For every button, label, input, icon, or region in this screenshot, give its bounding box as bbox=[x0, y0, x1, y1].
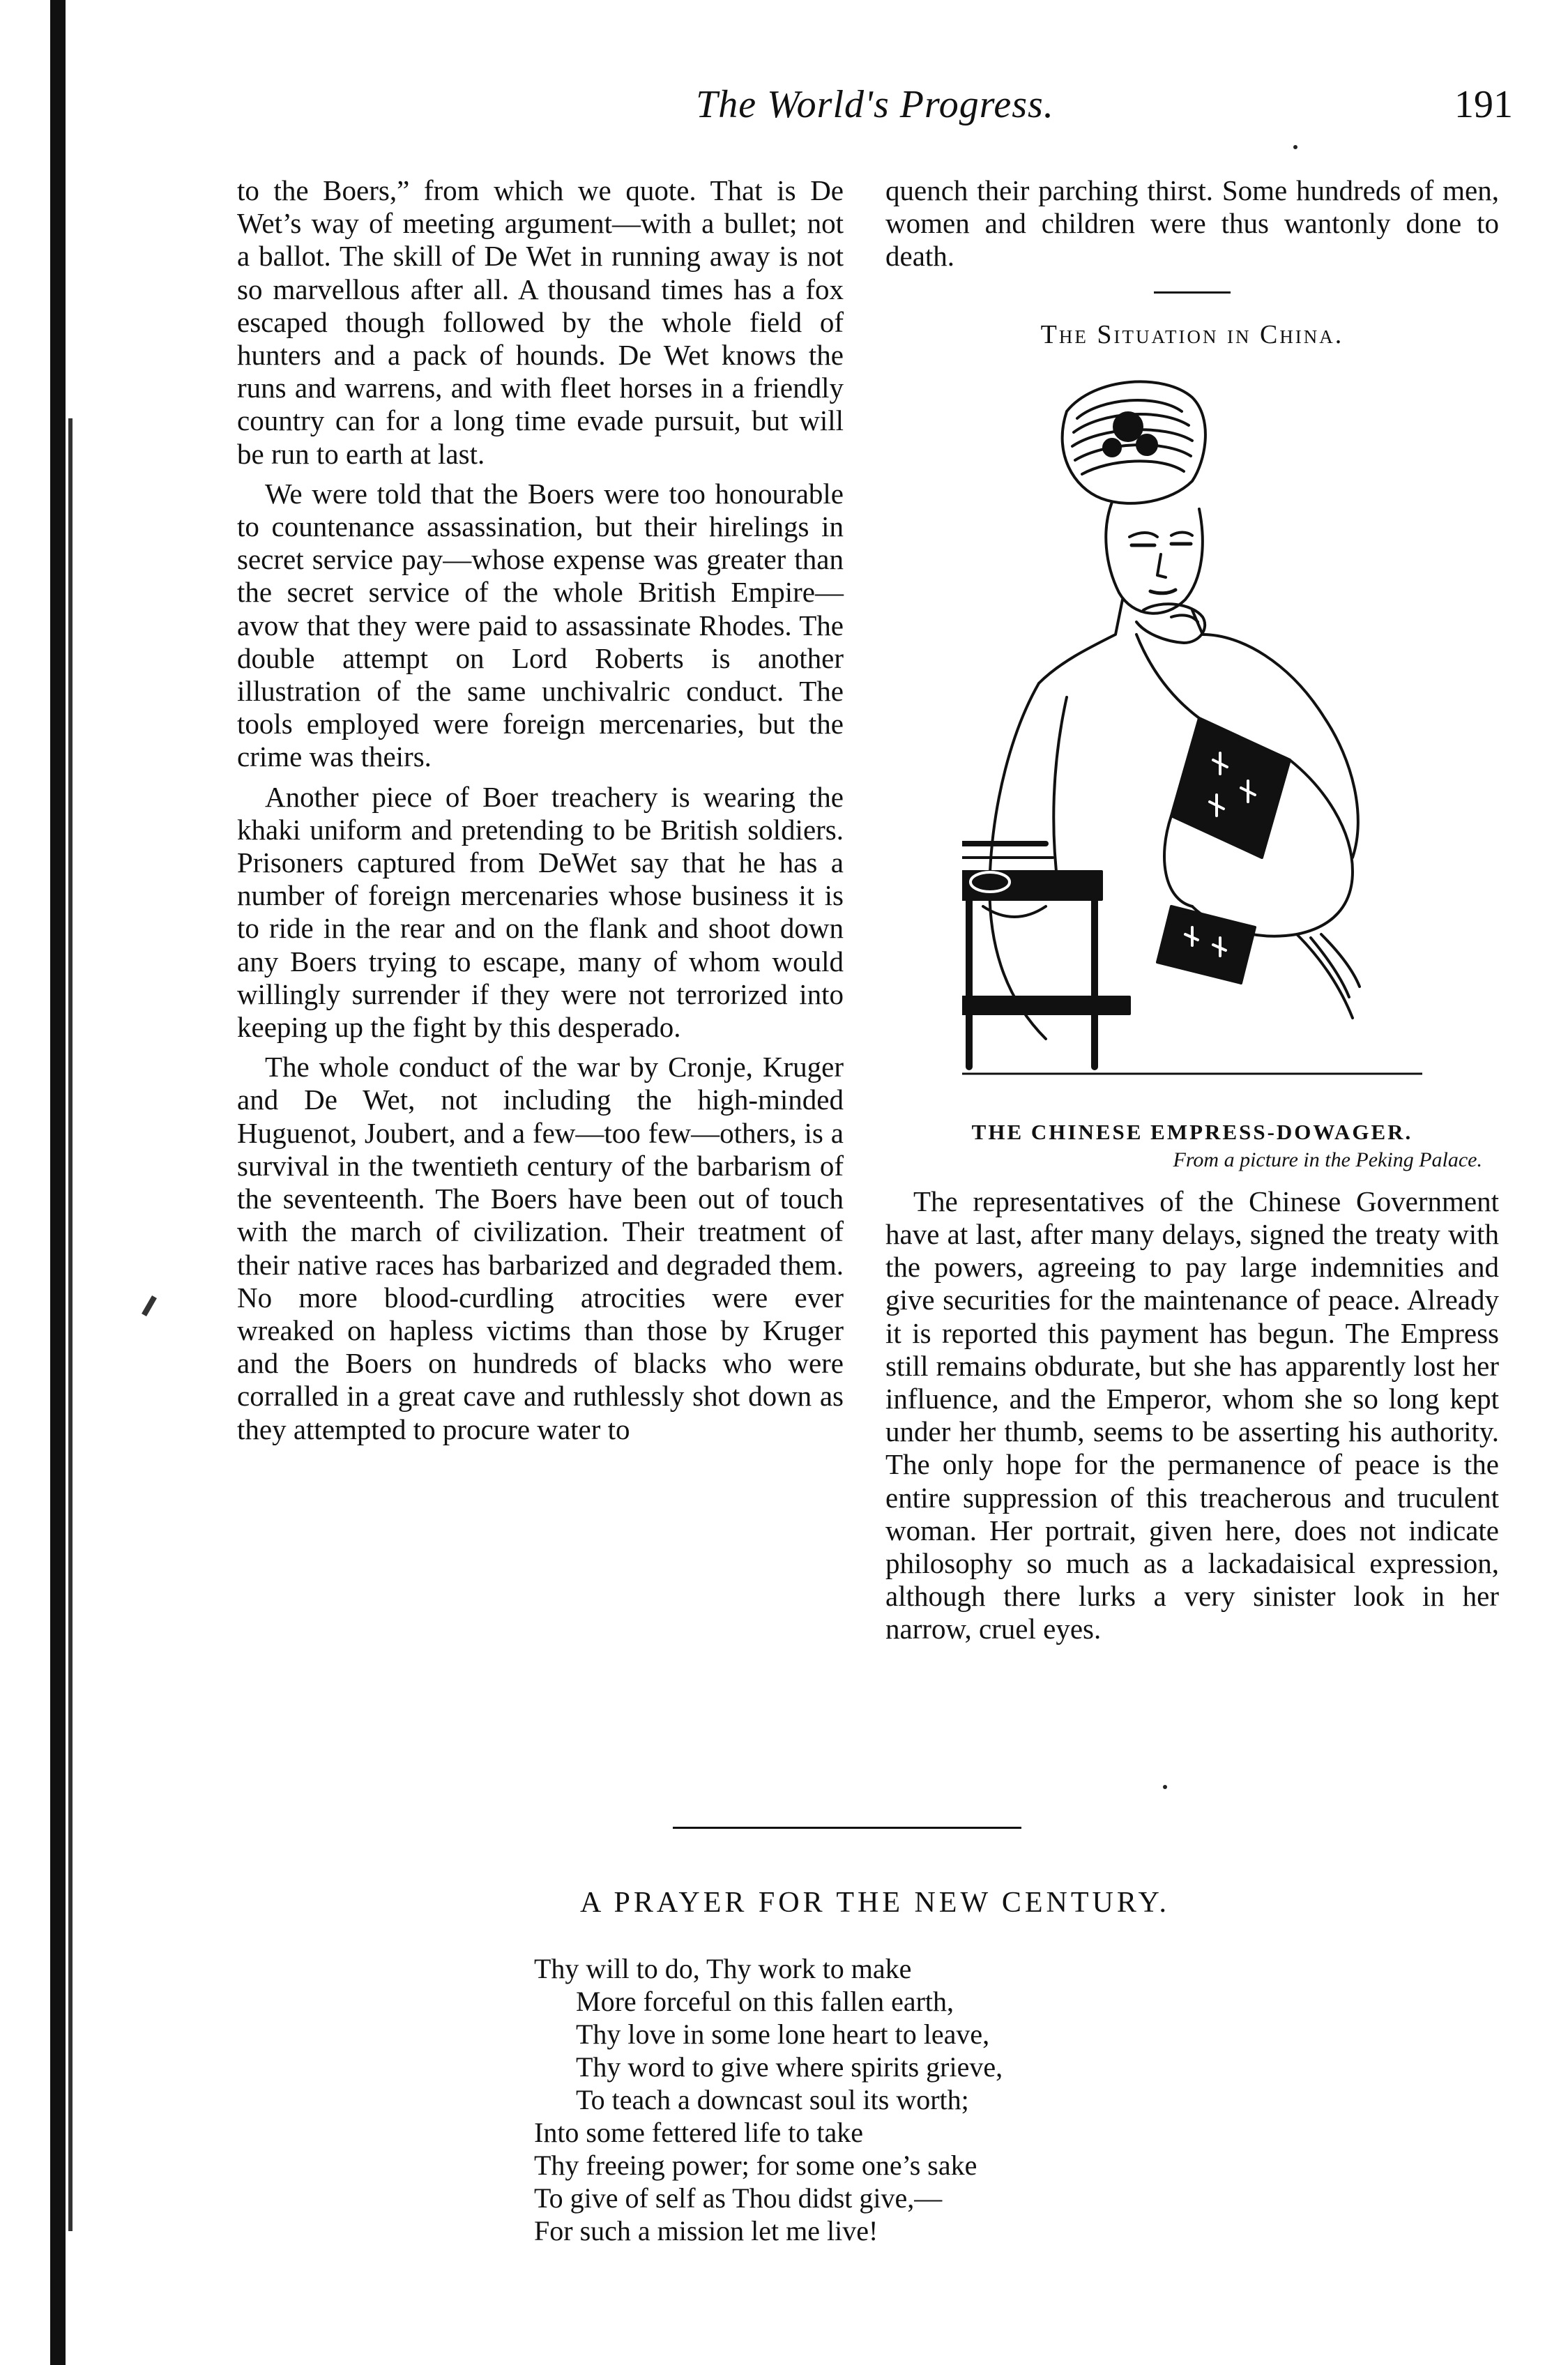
page-number: 191 bbox=[1454, 83, 1513, 126]
article-paragraph: to the Boers,” from which we quote. That is De Wet’s way of meeting argument—with a bullet; not a ballot. The skill of De Wet in running away is not so marvellous after all. A thousand times has a fox escaped though followed by the whole field of hunters and a pack of hounds. De Wet knows the runs and warrens, and with fleet horses in a friendly country can for a long time evade pursuit, but will be run to earth at last. bbox=[237, 174, 844, 470]
illustration-source: From a picture in the Peking Palace. bbox=[1173, 1148, 1482, 1171]
section-rule bbox=[1154, 291, 1231, 294]
scan-binding-edge bbox=[50, 0, 66, 2365]
poem-line: Into some fettered life to take bbox=[534, 2117, 864, 2148]
poem-line: To teach a downcast soul its worth; bbox=[576, 2084, 969, 2115]
scan-binding-shadow bbox=[68, 418, 73, 2231]
running-header bbox=[237, 82, 1513, 138]
poem-title: A PRAYER FOR THE NEW CENTURY. bbox=[580, 1887, 1170, 1919]
article-paragraph: We were told that the Boers were too honourable to countenance assassination, but their hirelings in secret service pay—whose expense was greater than the secret service of the whole British Empire—avow that they were paid to assassinate Rhodes. The double attempt on Lord Roberts is another illustration of the same unchivalric conduct. The tools employed were foreign mercenaries, but the crime was theirs. bbox=[237, 477, 844, 773]
stray-ink-mark bbox=[142, 1295, 157, 1316]
ink-speck bbox=[1163, 1785, 1167, 1789]
ink-speck bbox=[1293, 145, 1297, 149]
poem-line: More forceful on this fallen earth, bbox=[576, 1986, 954, 2017]
illustration-caption: THE CHINESE EMPRESS-DOWAGER. bbox=[971, 1119, 1413, 1144]
empress-dowager-illustration bbox=[962, 370, 1422, 1095]
running-title: The World's Progress. bbox=[696, 83, 1054, 126]
section-divider bbox=[673, 1827, 1021, 1829]
poem-line: Thy love in some lone heart to leave, bbox=[576, 2018, 990, 2050]
poem-line: Thy freeing power; for some one’s sake bbox=[534, 2150, 977, 2181]
poem bbox=[534, 1952, 1003, 2247]
article-paragraph: quench their parching thirst. Some hundreds of men, women and children were thus wantonly done to death. bbox=[885, 174, 1499, 273]
article-paragraph: The representatives of the Chinese Government have at last, after many delays, signed the treaty with the powers, agreeing to pay large indemnities and give securities for the maintenance of peace. Already it is reported this payment has begun. The Empress still remains obdurate, but she has apparently lost her influence, and the Emperor, whom she so long kept under her thumb, seems to be asserting his authority. The only hope for the permanence of peace is the entire suppression of this treacherous and truculent woman. Her portrait, given here, does not indicate philosophy so much as a lackadaisical expression, although there lurks a very sinister look in her narrow, cruel eyes. bbox=[885, 1185, 1499, 1645]
section-heading: The Situation in China. bbox=[1040, 319, 1344, 349]
poem-line: For such a mission let me live! bbox=[534, 2215, 878, 2246]
article-paragraph: Another piece of Boer treachery is wearing the khaki uniform and pretending to be British soldiers. Prisoners captured from DeWet say that he has a number of foreign mercenaries whose business it is to ride in the rear and on the flank and shoot down any Boers trying to escape, many of whom would willingly surrender if they were not terrorized into keeping up the fight by this desperado. bbox=[237, 780, 844, 1044]
poem-line: To give of self as Thou didst give,— bbox=[534, 2182, 943, 2214]
poem-line: Thy will to do, Thy work to make bbox=[534, 1953, 912, 1984]
right-column bbox=[885, 174, 1499, 1646]
left-column bbox=[237, 174, 844, 1446]
poem-line: Thy word to give where spirits grieve, bbox=[576, 2051, 1003, 2083]
article-paragraph: The whole conduct of the war by Cronje, Kruger and De Wet, not including the high-minded Huguenot, Joubert, and a few—too few—others, is a survival in the twentieth century of the barbarism of the seventeenth. The Boers have been out of touch with the march of civilization. Their treatment of their native races has barbarized and degraded them. No more blood-curdling atrocities were ever wreaked on hapless victims than those by Kruger and the Boers on hundreds of blacks who were corralled in a great cave and ruthlessly shot down as they attempted to procure water to bbox=[237, 1051, 844, 1445]
